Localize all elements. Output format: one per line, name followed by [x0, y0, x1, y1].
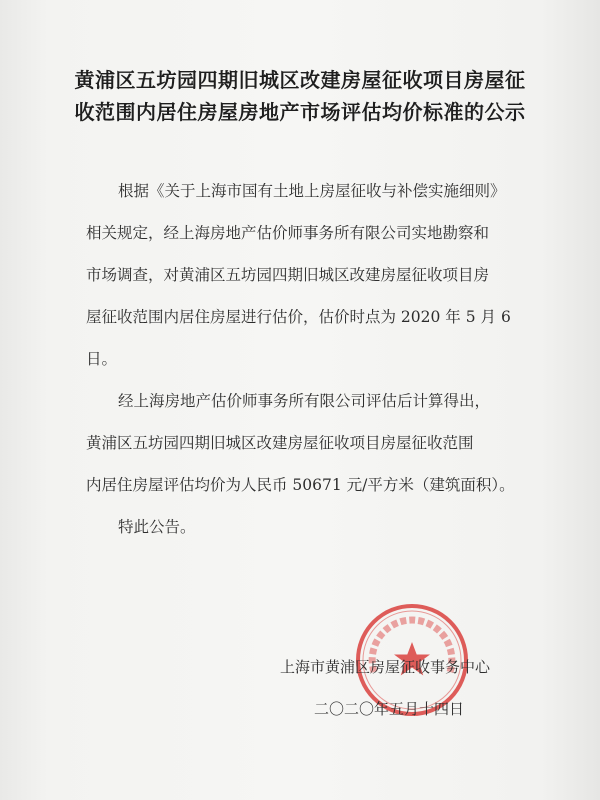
paragraph-line: 屋征收范围内居住房屋进行估价，估价时点为 2020 年 5 月 6 [86, 308, 511, 326]
document-body [86, 170, 526, 548]
paragraph-line: 内居住房屋评估均价为人民币 50671 元/平方米（建筑面积）。 [86, 476, 515, 494]
title-line-2: 收范围内居住房屋房地产市场评估均价标准的公示 [74, 100, 526, 124]
paragraph-line: 相关规定，经上海房地产估价师事务所有限公司实地勘察和 [86, 224, 490, 242]
issue-date: 二〇二〇年五月十四日 [314, 700, 465, 718]
paragraph-line: 根据《关于上海市国有土地上房屋征收与补偿实施细则》 [118, 182, 506, 200]
document-title [60, 64, 540, 128]
paragraph-line: 日。 [86, 350, 118, 368]
paragraph-result [86, 380, 526, 506]
paragraph-line: 经上海房地产估价师事务所有限公司评估后计算得出， [118, 392, 491, 410]
paragraph-closing [86, 506, 526, 548]
document-footer [280, 646, 560, 730]
paragraph-basis [86, 170, 526, 380]
issuer-name: 上海市黄浦区房屋征收事务中心 [280, 658, 491, 676]
closing-text: 特此公告。 [118, 518, 196, 536]
title-line-1: 黄浦区五坊园四期旧城区改建房屋征收项目房屋征 [74, 68, 526, 92]
paragraph-line: 黄浦区五坊园四期旧城区改建房屋征收项目房屋征收范围 [86, 434, 474, 452]
paragraph-line: 市场调查，对黄浦区五坊园四期旧城区改建房屋征收项目房 [86, 266, 490, 284]
